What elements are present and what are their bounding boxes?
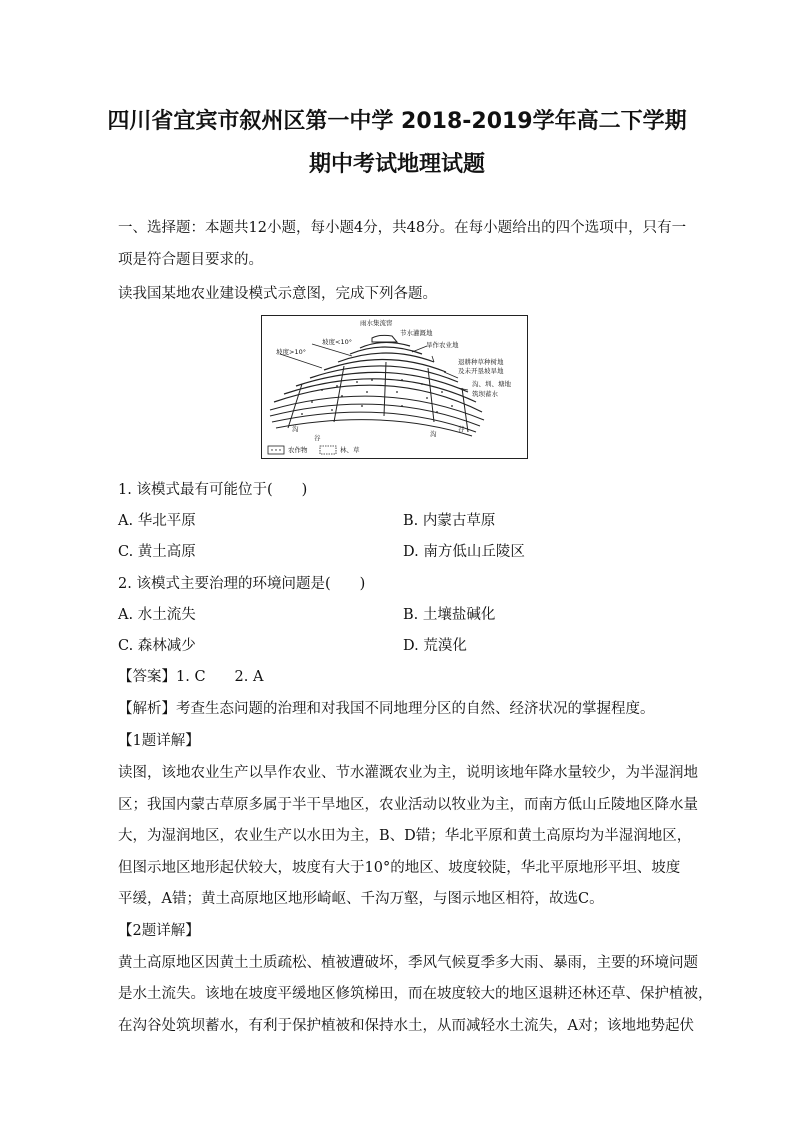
legend-forest-swatch xyxy=(320,446,336,454)
agriculture-model-figure xyxy=(261,315,528,459)
detail-1-line5: 平缓，A错；黄土高原地区地形崎岖、千沟万壑，与图示地区相符，故选C。 xyxy=(118,891,604,907)
label-valley-mid1: 谷 xyxy=(314,434,321,442)
label-right1: 退耕种草种树地 xyxy=(458,358,504,366)
label-right2: 及未开垦坡旱地 xyxy=(458,367,504,375)
label-slope-gt10: 坡度>10° xyxy=(276,348,306,356)
question-2-stem: 2. 该模式主要治理的环境问题是( ) xyxy=(118,576,366,592)
label-right3: 沟、圳、塘地 xyxy=(472,380,511,388)
legend-forest-label: 林、草 xyxy=(340,446,360,454)
detail-1-heading: 【1题详解】 xyxy=(118,733,200,749)
label-rain-cellar: 雨水集流窖 xyxy=(360,319,393,327)
doc-title-line2: 期中考试地理试题 xyxy=(308,152,485,177)
label-valley-right: 谷 xyxy=(458,425,465,433)
legend-crops-label: 农作物 xyxy=(288,446,308,454)
label-dry-farming: 旱作农业地 xyxy=(426,341,459,349)
q1-option-d: D. 南方低山丘陵区 xyxy=(403,544,525,560)
q2-option-a: A. 水土流失 xyxy=(118,607,196,623)
doc-title-line1: 四川省宜宾市叙州区第一中学 2018-2019学年高二下学期 xyxy=(107,109,687,134)
label-irrigation: 节水灌溉地 xyxy=(400,329,433,337)
label-slope-lt10: 坡度<10° xyxy=(322,338,352,346)
label-gully-mid2: 沟 xyxy=(430,430,437,438)
answer-line: 【答案】1. C 2. A xyxy=(118,669,264,685)
label-gully-left: 沟 xyxy=(292,425,299,433)
intro-line3: 读我国某地农业建设模式示意图，完成下列各题。 xyxy=(118,286,437,302)
q2-option-b: B. 土壤盐碱化 xyxy=(403,607,496,623)
analysis-line: 【解析】考查生态问题的治理和对我国不同地理分区的自然、经济状况的掌握程度。 xyxy=(118,701,655,717)
q1-option-b: B. 内蒙古草原 xyxy=(403,513,496,529)
q2-option-d: D. 荒漠化 xyxy=(403,638,467,654)
detail-2-line2: 是水土流失。该地在坡度平缓地区修筑梯田，而在坡度较大的地区退耕还林还草、保护植被， xyxy=(118,986,713,1002)
detail-1-line2: 区；我国内蒙古草原多属于半干旱地区，农业活动以牧业为主，而南方低山丘陵地区降水量 xyxy=(118,797,698,813)
detail-2-line3: 在沟谷处筑坝蓄水，有利于保护植被和保持水土，从而减轻水土流失，A对；该地地势起伏 xyxy=(118,1018,694,1034)
detail-2-line1: 黄土高原地区因黄土土质疏松、植被遭破坏，季风气候夏季多大雨、暴雨，主要的环境问题 xyxy=(118,955,698,971)
intro-line2: 项是符合题目要求的。 xyxy=(118,252,263,268)
detail-1-line4: 但图示地区地形起伏较大，坡度有大于10°的地区、坡度较陡，华北平原地形平坦、坡度 xyxy=(118,860,681,876)
q1-option-c: C. 黄土高原 xyxy=(118,544,196,560)
question-1-stem: 1. 该模式最有可能位于( ) xyxy=(118,482,308,498)
q2-option-c: C. 森林减少 xyxy=(118,638,196,654)
label-right4: 筑坝蓄水 xyxy=(472,390,498,398)
detail-1-line1: 读图，该地农业生产以旱作农业、节水灌溉农业为主，说明该地年降水量较少，为半湿润地 xyxy=(118,765,698,781)
detail-2-heading: 【2题详解】 xyxy=(118,923,200,939)
terrace-diagram xyxy=(262,316,527,458)
detail-1-line3: 大，为湿润地区，农业生产以水田为主，B、D错；华北平原和黄土高原均为半湿润地区， xyxy=(118,828,692,844)
intro-line1: 一、选择题：本题共12小题，每小题4分，共48分。在每小题给出的四个选项中，只有一 xyxy=(118,220,687,236)
q1-option-a: A. 华北平原 xyxy=(118,513,196,529)
